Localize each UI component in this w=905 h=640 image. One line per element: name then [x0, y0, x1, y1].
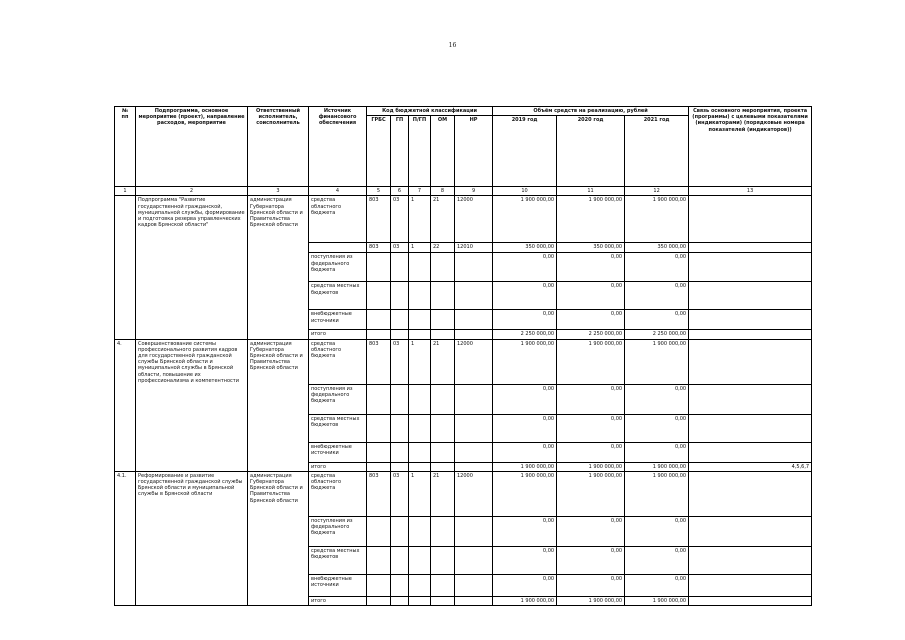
kbk-nr-cell	[455, 574, 493, 596]
kbk-nr-cell	[455, 546, 493, 574]
column-number-cell: 12	[625, 187, 689, 196]
amount-2019-cell: 0,00	[493, 384, 557, 414]
header-kbk-nr: НР	[455, 116, 493, 187]
amount-2020-cell: 0,00	[557, 414, 625, 442]
kbk-nr-cell: 12010	[455, 243, 493, 253]
executor-cell: администрация Губернатора Брянской области и Правительства Брянской области	[248, 196, 309, 339]
amount-2021-cell: 1 900 000,00	[625, 471, 689, 516]
kbk-om-cell	[431, 330, 455, 339]
amount-2020-cell: 0,00	[557, 282, 625, 310]
kbk-pgp-cell	[409, 442, 431, 462]
amount-2021-cell: 0,00	[625, 414, 689, 442]
kbk-om-cell	[431, 384, 455, 414]
kbk-om-cell	[431, 414, 455, 442]
source-cell: средства областного бюджета	[309, 339, 367, 384]
amount-2020-cell: 0,00	[557, 546, 625, 574]
source-cell	[309, 243, 367, 253]
kbk-gp-cell	[391, 253, 409, 282]
amount-2019-cell: 0,00	[493, 414, 557, 442]
kbk-om-cell	[431, 546, 455, 574]
indicator-link-cell	[689, 546, 812, 574]
header-num: № пп	[115, 107, 136, 187]
source-cell: средства местных бюджетов	[309, 546, 367, 574]
indicator-link-cell	[689, 330, 812, 339]
source-cell: средства местных бюджетов	[309, 414, 367, 442]
kbk-gp-cell: 03	[391, 339, 409, 384]
kbk-om-cell	[431, 253, 455, 282]
amount-2021-cell: 1 900 000,00	[625, 462, 689, 471]
amount-2021-cell: 1 900 000,00	[625, 196, 689, 243]
kbk-om-cell: 21	[431, 471, 455, 516]
kbk-gp-cell	[391, 384, 409, 414]
amount-2020-cell: 350 000,00	[557, 243, 625, 253]
kbk-nr-cell	[455, 330, 493, 339]
amount-2021-cell: 350 000,00	[625, 243, 689, 253]
source-cell: средства областного бюджета	[309, 196, 367, 243]
header-year-2021: 2021 год	[625, 116, 689, 187]
amount-2019-cell: 1 900 000,00	[493, 596, 557, 605]
kbk-om-cell: 21	[431, 339, 455, 384]
indicator-link-cell	[689, 414, 812, 442]
kbk-om-cell	[431, 574, 455, 596]
kbk-pgp-cell	[409, 596, 431, 605]
source-cell: поступления из федерального бюджета	[309, 516, 367, 546]
kbk-nr-cell	[455, 384, 493, 414]
header-kbk-om: ОМ	[431, 116, 455, 187]
kbk-pgp-cell	[409, 310, 431, 330]
kbk-nr-cell	[455, 414, 493, 442]
amount-2019-cell: 1 900 000,00	[493, 339, 557, 384]
source-cell: средства областного бюджета	[309, 471, 367, 516]
kbk-grbs-cell: 803	[367, 471, 391, 516]
kbk-gp-cell	[391, 442, 409, 462]
indicator-link-cell	[689, 442, 812, 462]
kbk-grbs-cell: 803	[367, 243, 391, 253]
kbk-pgp-cell	[409, 546, 431, 574]
kbk-pgp-cell	[409, 462, 431, 471]
column-number-cell: 13	[689, 187, 812, 196]
row-number-cell: 4.	[115, 339, 136, 471]
kbk-grbs-cell	[367, 462, 391, 471]
kbk-gp-cell: 03	[391, 196, 409, 243]
amount-2019-cell: 0,00	[493, 442, 557, 462]
kbk-nr-cell	[455, 253, 493, 282]
source-cell: итого	[309, 596, 367, 605]
amount-2020-cell: 0,00	[557, 574, 625, 596]
column-number-cell: 10	[493, 187, 557, 196]
kbk-gp-cell: 03	[391, 243, 409, 253]
amount-2019-cell: 350 000,00	[493, 243, 557, 253]
column-number-cell: 11	[557, 187, 625, 196]
kbk-pgp-cell: 1	[409, 196, 431, 243]
executor-cell: администрация Губернатора Брянской области и Правительства Брянской области	[248, 471, 309, 605]
indicator-link-cell	[689, 596, 812, 605]
activity-name-cell: Реформирование и развитие государственной гражданской службы Брянской области и муниципальной службы в Брянской области	[136, 471, 248, 605]
kbk-gp-cell	[391, 282, 409, 310]
amount-2021-cell: 0,00	[625, 574, 689, 596]
kbk-nr-cell	[455, 442, 493, 462]
amount-2020-cell: 0,00	[557, 310, 625, 330]
amount-2021-cell: 0,00	[625, 442, 689, 462]
header-link: Связь основного мероприятия, проекта (программы) с целевыми показателями (индикаторами) (порядковые номера показателей (индикаторов))	[689, 107, 812, 187]
amount-2020-cell: 0,00	[557, 442, 625, 462]
kbk-grbs-cell	[367, 253, 391, 282]
indicator-link-cell	[689, 574, 812, 596]
source-cell: внебюджетные источники	[309, 574, 367, 596]
column-number-cell: 2	[136, 187, 248, 196]
amount-2020-cell: 1 900 000,00	[557, 196, 625, 243]
kbk-nr-cell: 12000	[455, 471, 493, 516]
header-name: Подпрограмма, основное мероприятие (проект), направление расходов, мероприятие	[136, 107, 248, 187]
amount-2019-cell: 1 900 000,00	[493, 196, 557, 243]
budget-table	[114, 106, 812, 606]
amount-2020-cell: 1 900 000,00	[557, 462, 625, 471]
kbk-gp-cell	[391, 330, 409, 339]
table-row	[115, 471, 812, 516]
table-row	[115, 339, 812, 384]
kbk-nr-cell	[455, 516, 493, 546]
amount-2019-cell: 0,00	[493, 310, 557, 330]
header-row	[115, 107, 812, 116]
executor-cell: администрация Губернатора Брянской области и Правительства Брянской области	[248, 339, 309, 471]
indicator-link-cell	[689, 516, 812, 546]
amount-2021-cell: 1 900 000,00	[625, 596, 689, 605]
column-number-cell: 3	[248, 187, 309, 196]
kbk-grbs-cell	[367, 330, 391, 339]
kbk-pgp-cell	[409, 414, 431, 442]
kbk-nr-cell	[455, 596, 493, 605]
amount-2021-cell: 0,00	[625, 516, 689, 546]
column-number-cell: 1	[115, 187, 136, 196]
kbk-grbs-cell	[367, 414, 391, 442]
amount-2021-cell: 0,00	[625, 384, 689, 414]
kbk-pgp-cell: 1	[409, 339, 431, 384]
source-cell: поступления из федерального бюджета	[309, 253, 367, 282]
indicator-link-cell: 4,5,6,7	[689, 462, 812, 471]
indicator-link-cell	[689, 243, 812, 253]
kbk-grbs-cell	[367, 596, 391, 605]
kbk-pgp-cell	[409, 574, 431, 596]
kbk-grbs-cell	[367, 282, 391, 310]
amount-2019-cell: 0,00	[493, 253, 557, 282]
kbk-gp-cell	[391, 414, 409, 442]
kbk-grbs-cell	[367, 516, 391, 546]
kbk-gp-cell: 03	[391, 471, 409, 516]
activity-name-cell: Совершенствование системы профессионального развития кадров для государственной гражданской службы Брянской области и муниципальной службы в Брянской области, повышение их профессионализма и компетентности	[136, 339, 248, 471]
kbk-grbs-cell	[367, 574, 391, 596]
page-number: 16	[448, 42, 457, 49]
amount-2019-cell: 0,00	[493, 574, 557, 596]
kbk-gp-cell	[391, 462, 409, 471]
amount-2019-cell: 0,00	[493, 282, 557, 310]
source-cell: внебюджетные источники	[309, 442, 367, 462]
source-cell: итого	[309, 462, 367, 471]
kbk-gp-cell	[391, 574, 409, 596]
kbk-nr-cell: 12000	[455, 196, 493, 243]
row-number-cell	[115, 196, 136, 339]
amount-2019-cell: 2 250 000,00	[493, 330, 557, 339]
amount-2020-cell: 1 900 000,00	[557, 596, 625, 605]
indicator-link-cell	[689, 282, 812, 310]
indicator-link-cell	[689, 384, 812, 414]
kbk-gp-cell	[391, 310, 409, 330]
kbk-gp-cell	[391, 516, 409, 546]
amount-2021-cell: 1 900 000,00	[625, 339, 689, 384]
kbk-om-cell	[431, 310, 455, 330]
row-number-cell: 4.1.	[115, 471, 136, 605]
kbk-grbs-cell	[367, 546, 391, 574]
kbk-pgp-cell: 1	[409, 471, 431, 516]
header-funds: Объём средств на реализацию, рублей	[493, 107, 689, 116]
amount-2020-cell: 2 250 000,00	[557, 330, 625, 339]
header-kbk: Код бюджетной классификации	[367, 107, 493, 116]
amount-2021-cell: 0,00	[625, 282, 689, 310]
header-executor: Ответственный исполнитель, соисполнитель	[248, 107, 309, 187]
header-year-2020: 2020 год	[557, 116, 625, 187]
kbk-om-cell	[431, 282, 455, 310]
column-number-cell: 5	[367, 187, 391, 196]
kbk-gp-cell	[391, 546, 409, 574]
kbk-gp-cell	[391, 596, 409, 605]
header-kbk-gp: ГП	[391, 116, 409, 187]
kbk-nr-cell: 12000	[455, 339, 493, 384]
kbk-om-cell	[431, 516, 455, 546]
amount-2019-cell: 0,00	[493, 546, 557, 574]
amount-2021-cell: 0,00	[625, 310, 689, 330]
header-kbk-grbs: ГРБС	[367, 116, 391, 187]
amount-2020-cell: 0,00	[557, 516, 625, 546]
kbk-om-cell: 21	[431, 196, 455, 243]
column-number-cell: 8	[431, 187, 455, 196]
indicator-link-cell	[689, 253, 812, 282]
amount-2021-cell: 0,00	[625, 546, 689, 574]
source-cell: средства местных бюджетов	[309, 282, 367, 310]
amount-2020-cell: 1 900 000,00	[557, 471, 625, 516]
kbk-pgp-cell	[409, 516, 431, 546]
indicator-link-cell	[689, 196, 812, 243]
source-cell: поступления из федерального бюджета	[309, 384, 367, 414]
kbk-nr-cell	[455, 282, 493, 310]
indicator-link-cell	[689, 310, 812, 330]
column-number-cell: 4	[309, 187, 367, 196]
kbk-grbs-cell: 803	[367, 339, 391, 384]
kbk-grbs-cell	[367, 310, 391, 330]
source-cell: внебюджетные источники	[309, 310, 367, 330]
kbk-pgp-cell	[409, 384, 431, 414]
kbk-grbs-cell	[367, 384, 391, 414]
header-kbk-pgp: П/ГП	[409, 116, 431, 187]
amount-2019-cell: 1 900 000,00	[493, 462, 557, 471]
kbk-pgp-cell	[409, 330, 431, 339]
amount-2020-cell: 1 900 000,00	[557, 339, 625, 384]
column-number-cell: 9	[455, 187, 493, 196]
column-number-cell: 6	[391, 187, 409, 196]
amount-2019-cell: 1 900 000,00	[493, 471, 557, 516]
kbk-om-cell	[431, 596, 455, 605]
kbk-nr-cell	[455, 462, 493, 471]
activity-name-cell: Подпрограмма "Развитие государственной гражданской, муниципальной службы, формирование и подготовка резерва управленческих кадров Брянской области"	[136, 196, 248, 339]
amount-2020-cell: 0,00	[557, 384, 625, 414]
kbk-pgp-cell	[409, 282, 431, 310]
kbk-grbs-cell: 803	[367, 196, 391, 243]
kbk-pgp-cell	[409, 253, 431, 282]
indicator-link-cell	[689, 339, 812, 384]
source-cell: итого	[309, 330, 367, 339]
column-number-row	[115, 187, 812, 196]
header-year-2019: 2019 год	[493, 116, 557, 187]
kbk-om-cell	[431, 442, 455, 462]
kbk-om-cell: 22	[431, 243, 455, 253]
indicator-link-cell	[689, 471, 812, 516]
kbk-om-cell	[431, 462, 455, 471]
amount-2019-cell: 0,00	[493, 516, 557, 546]
amount-2020-cell: 0,00	[557, 253, 625, 282]
table-row	[115, 196, 812, 243]
amount-2021-cell: 2 250 000,00	[625, 330, 689, 339]
header-source: Источник финансового обеспечения	[309, 107, 367, 187]
kbk-pgp-cell: 1	[409, 243, 431, 253]
amount-2021-cell: 0,00	[625, 253, 689, 282]
kbk-nr-cell	[455, 310, 493, 330]
column-number-cell: 7	[409, 187, 431, 196]
kbk-grbs-cell	[367, 442, 391, 462]
